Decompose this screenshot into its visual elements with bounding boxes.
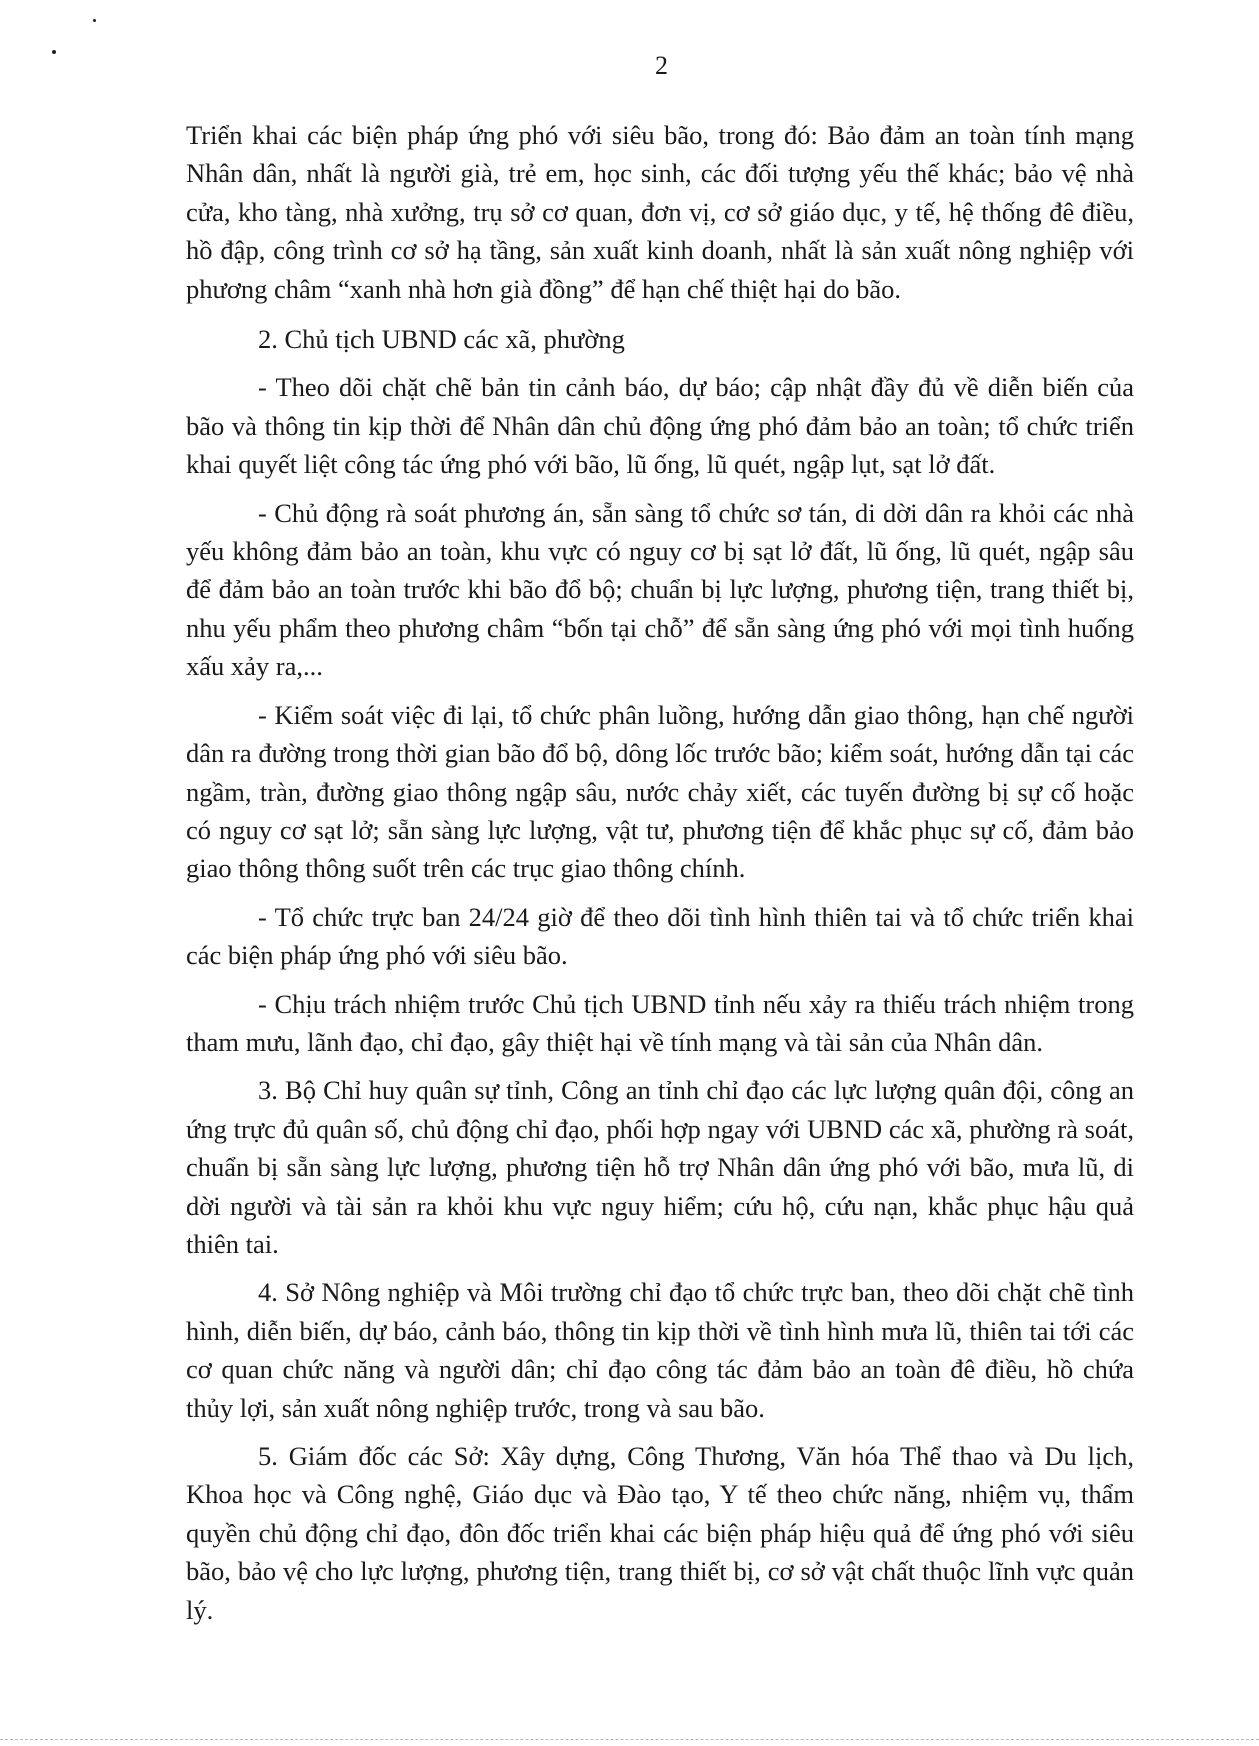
paragraph-responsibility: - Chịu trách nhiệm trước Chủ tịch UBND tỉnh nếu xảy ra thiếu trách nhiệm trong tham mưu, lãnh đạo, chỉ đạo, gây thiệt hại về tính mạng và tài sản của Nhân dân.	[186, 988, 1134, 1057]
paragraph-monitor-forecast: - Theo dõi chặt chẽ bản tin cảnh báo, dự báo; cập nhật đầy đủ về diễn biến của bão và thông tin kịp thời để Nhân dân chủ động ứng phó đảm bảo an toàn; tổ chức triển khai quyết liệt công tác ứng phó với bão, lũ ống, lũ quét, ngập lụt, sạt lở đất.	[186, 372, 1134, 480]
paragraph-duty-roster: - Tổ chức trực ban 24/24 giờ để theo dõi tình hình thiên tai và tổ chức triển khai các biện pháp ứng phó với siêu bão.	[186, 901, 1134, 971]
document-body	[186, 116, 1134, 1639]
scan-speck	[93, 19, 96, 22]
section-4-agriculture: 4. Sở Nông nghiệp và Môi trường chỉ đạo tổ chức trực ban, theo dõi chặt chẽ tình hình, diễn biến, dự báo, cảnh báo, thông tin kịp thời về tình hình mưa lũ, thiên tai tới các cơ quan chức năng và người dân; chỉ đạo công tác đảm bảo an toàn đê điều, hồ chứa thủy lợi, sản xuất nông nghiệp trước, trong và sau bão.	[186, 1277, 1134, 1423]
page-number: 2	[655, 51, 668, 80]
section-3-military-police: 3. Bộ Chỉ huy quân sự tỉnh, Công an tỉnh chỉ đạo các lực lượng quân đội, công an ứng trực đủ quân số, chủ động chỉ đạo, phối hợp ngay với UBND các xã, phường rà soát, chuẩn bị sẵn sàng lực lượng, phương tiện hỗ trợ Nhân dân ứng phó với bão, mưa lũ, di dời người và tài sản ra khỏi khu vực nguy hiểm; cứu hộ, cứu nạn, khắc phục hậu quả thiên tai.	[186, 1075, 1134, 1259]
paragraph-continuation: Triển khai các biện pháp ứng phó với siêu bão, trong đó: Bảo đảm an toàn tính mạng Nhân dân, nhất là người già, trẻ em, học sinh, các đối tượng yếu thế khác; bảo vệ nhà cửa, kho tàng, nhà xưởng, trụ sở cơ quan, đơn vị, cơ sở giáo dục, y tế, hệ thống đê điều, hồ đập, công trình cơ sở hạ tầng, sản xuất kinh doanh, nhất là sản xuất nông nghiệp với phương châm “xanh nhà hơn già đồng” để hạn chế thiệt hại do bão.	[186, 120, 1134, 304]
section-5-departments: 5. Giám đốc các Sở: Xây dựng, Công Thương, Văn hóa Thể thao và Du lịch, Khoa học và Công nghệ, Giáo dục và Đào tạo, Y tế theo chức năng, nhiệm vụ, thẩm quyền chủ động chỉ đạo, đôn đốc triển khai các biện pháp hiệu quả để ứng phó với siêu bão, bảo vệ cho lực lượng, phương tiện, trang thiết bị, cơ sở vật chất thuộc lĩnh vực quản lý.	[186, 1441, 1134, 1625]
section-heading-2: 2. Chủ tịch UBND các xã, phường	[258, 324, 625, 355]
scan-bottom-edge	[0, 1739, 1259, 1740]
paragraph-evacuation: - Chủ động rà soát phương án, sẵn sàng tổ chức sơ tán, di dời dân ra khỏi các nhà yếu không đảm bảo an toàn, khu vực có nguy cơ bị sạt lở đất, lũ ống, lũ quét, ngập sâu để đảm bảo an toàn trước khi bão đổ bộ; chuẩn bị lực lượng, phương tiện, trang thiết bị, nhu yếu phẩm theo phương châm “bốn tại chỗ” để sẵn sàng ứng phó với mọi tình huống xấu xảy ra,...	[186, 497, 1134, 682]
paragraph-traffic-control: - Kiểm soát việc đi lại, tổ chức phân luồng, hướng dẫn giao thông, hạn chế người dân ra đường trong thời gian bão đổ bộ, dông lốc trước bão; kiểm soát, hướng dẫn tại các ngầm, tràn, đường giao thông ngập sâu, nước chảy xiết, các tuyến đường bị sự cố hoặc có nguy cơ sạt lở; sẵn sàng lực lượng, vật tư, phương tiện để khắc phục sự cố, đảm bảo giao thông thông suốt trên các trục giao thông chính.	[186, 699, 1134, 884]
